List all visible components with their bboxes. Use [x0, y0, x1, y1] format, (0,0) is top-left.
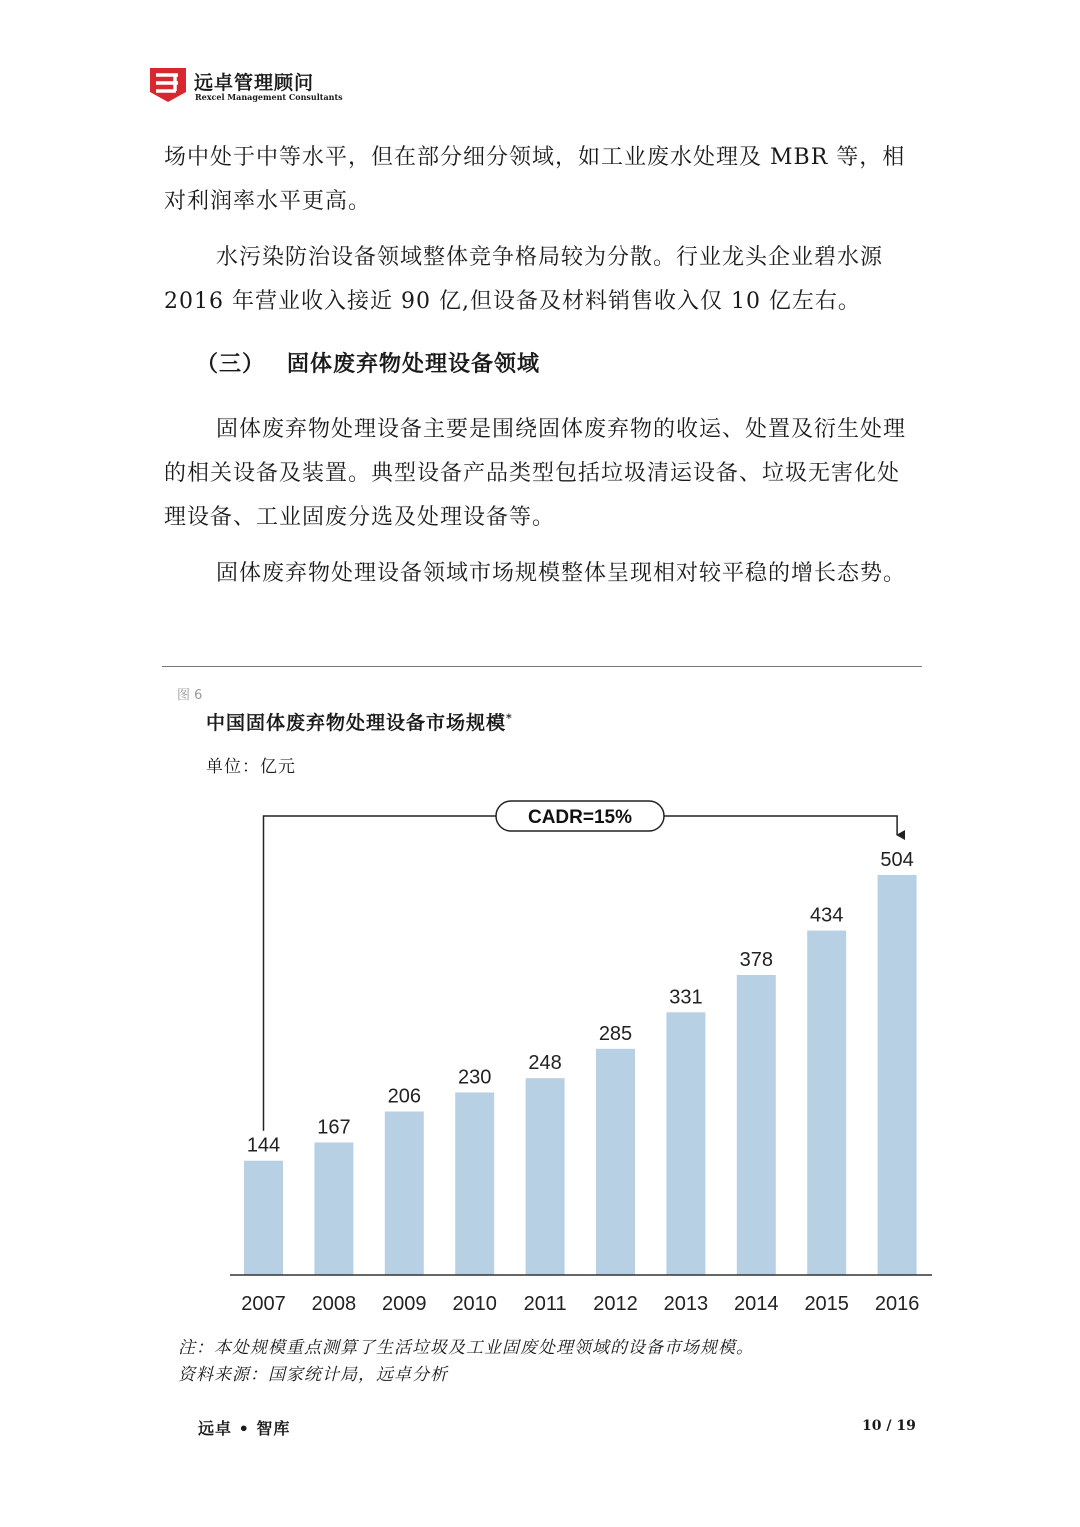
figure-unit: 单位：亿元: [206, 757, 296, 777]
value-label-2010: 230: [458, 1066, 492, 1089]
paragraph-1: 场中处于中等水平，但在部分细分领域，如工业废水处理及 MBR 等，相对利润率水平更高。: [164, 145, 906, 214]
bar-2013: [666, 1012, 705, 1275]
category-label-2011: 2011: [523, 1293, 567, 1315]
cagr-bracket-right: [664, 816, 897, 835]
value-label-2016: 504: [880, 849, 914, 871]
value-label-2015: 434: [810, 904, 844, 927]
footer-brand: 远卓 • 智库: [198, 1419, 291, 1438]
value-label-2013: 331: [669, 986, 703, 1009]
category-label-2013: 2013: [663, 1293, 709, 1315]
value-label-2008: 167: [317, 1116, 351, 1139]
category-label-2008: 2008: [311, 1293, 357, 1315]
value-label-2009: 206: [387, 1085, 421, 1108]
page-number: 10 / 19: [862, 1418, 916, 1434]
bar-2014: [737, 975, 776, 1275]
category-label-2010: 2010: [452, 1293, 497, 1315]
logo-text-cn: 远卓管理顾问: [194, 72, 315, 94]
category-label-2015: 2015: [804, 1293, 849, 1315]
category-label-2014: 2014: [734, 1293, 779, 1315]
figure-label: 图 6: [177, 688, 203, 703]
value-label-2011: 248: [528, 1052, 562, 1075]
category-label-2016: 2016: [874, 1293, 920, 1315]
bar-2011: [526, 1078, 565, 1275]
category-label-2009: 2009: [382, 1293, 427, 1315]
figure-title-mark: *: [506, 711, 513, 725]
bar-2012: [596, 1049, 635, 1275]
logo-text-en: Rexcel Management Consultants: [195, 92, 343, 102]
section-heading-text: 固体废弃物处理设备领域: [287, 351, 541, 377]
paragraph-3: 固体废弃物处理设备主要是围绕固体废弃物的收运、处置及衍生处理的相关设备及装置。典型设备产品类型包括垃圾清运设备、垃圾无害化处理设备、工业固废分选及处理设备等。: [164, 417, 907, 530]
category-label-2012: 2012: [593, 1293, 638, 1315]
bar-2008: [314, 1142, 353, 1275]
value-label-2014: 378: [739, 949, 773, 971]
value-label-2012: 285: [598, 1022, 633, 1045]
bar-2007: [244, 1161, 283, 1275]
value-label-2007: 144: [246, 1134, 281, 1157]
cagr-label: CADR=15%: [527, 807, 633, 828]
section-heading-number: （三）: [196, 351, 266, 377]
bar-2009: [385, 1112, 424, 1275]
paragraph-4: 固体废弃物处理设备领域市场规模整体呈现相对较平稳的增长态势。: [216, 561, 907, 586]
figure-title-text: 中国固体废弃物处理设备市场规模: [206, 712, 507, 734]
paragraph-2: 水污染防治设备领域整体竞争格局较为分散。行业龙头企业碧水源 2016 年营业收入接近 90 亿,但设备及材料销售收入仅 10 亿左右。: [164, 245, 884, 314]
figure-source: 资料来源：国家统计局，远卓分析: [178, 1365, 448, 1385]
category-label-2007: 2007: [241, 1293, 286, 1315]
bar-2016: [878, 875, 917, 1275]
bar-2015: [807, 931, 846, 1275]
bar-2010: [455, 1092, 494, 1275]
figure-note: 注：本处规模重点测算了生活垃圾及工业固废处理领域的设备市场规模。: [178, 1338, 754, 1358]
